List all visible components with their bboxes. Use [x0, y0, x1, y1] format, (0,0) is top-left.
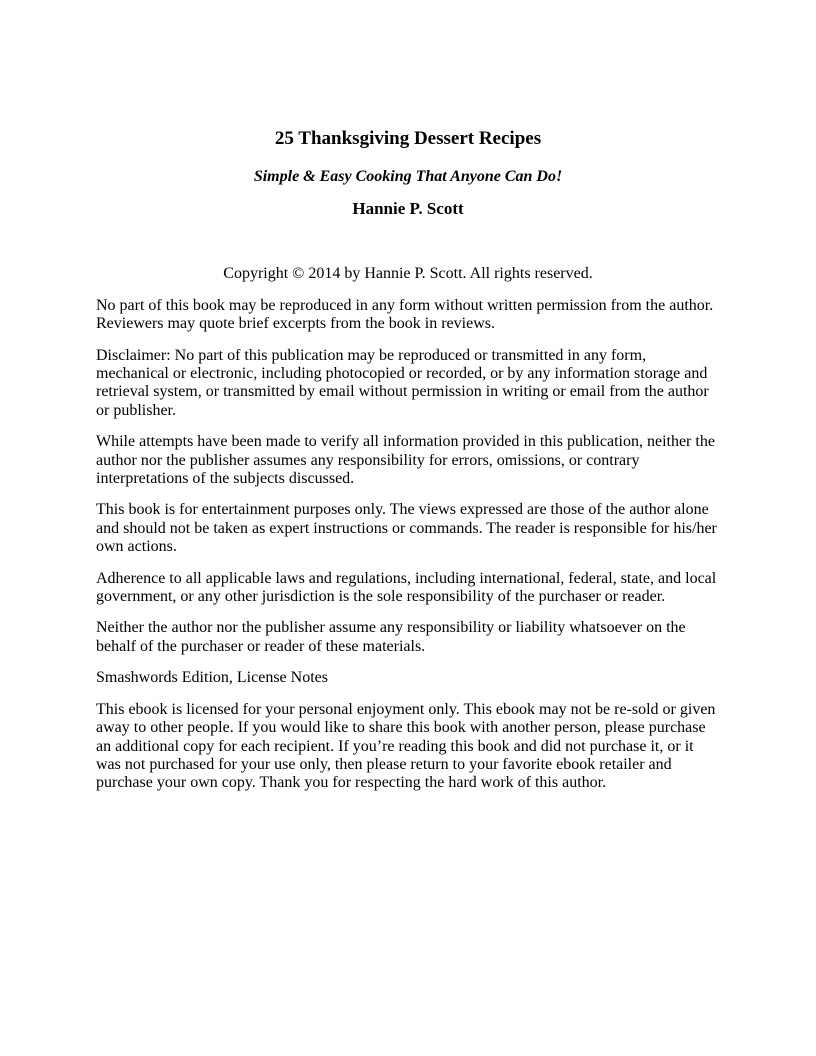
paragraph-disclaimer: Disclaimer: No part of this publication may be reproduced or transmitted in any form, mechanical or electronic, including photocopied or recorded, or by any information storage and retrieval system, or transmitted by email without permission in writing or email from the author or publisher. — [96, 346, 709, 419]
copyright-line: Copyright © 2014 by Hannie P. Scott. All rights reserved. — [223, 265, 593, 283]
paragraph-verification-notice: While attempts have been made to verify all information provided in this publication, neither the author nor the publisher assumes any responsibility for errors, omissions, or contrary interpretations of the subjects discussed. — [96, 433, 715, 488]
paragraph-entertainment-notice: This book is for entertainment purposes only. The views expressed are those of the author alone and should not be taken as expert instructions or commands. The reader is responsible for his/her own actions. — [96, 501, 717, 556]
paragraph-laws-notice: Adherence to all applicable laws and regulations, including international, federal, state, and local government, or any other jurisdiction is the sole responsibility of the purchaser or reader. — [96, 569, 717, 606]
paragraph-license-notice: This ebook is licensed for your personal enjoyment only. This ebook may not be re-sold or given away to other people. If you would like to share this book with another person, please purchase an additional copy for each recipient. If you’re reading this book and did not purchase it, or it was not purchased for your use only, then please return to your favorite ebook retailer and purchase your own copy. Thank you for respecting the hard work of this author. — [96, 700, 716, 792]
paragraph-edition-notes: Smashwords Edition, License Notes — [96, 669, 328, 687]
author-name: Hannie P. Scott — [352, 198, 464, 218]
paragraph-reproduction-notice: No part of this book may be reproduced in any form without written permission from the author. Reviewers may quote brief excerpts from the book in reviews. — [96, 296, 714, 333]
book-subtitle: Simple & Easy Cooking That Anyone Can Do! — [253, 167, 563, 185]
book-title: 25 Thanksgiving Dessert Recipes — [274, 128, 542, 149]
paragraph-liability-notice: Neither the author nor the publisher assume any responsibility or liability whatsoever on the behalf of the purchaser or reader of these materials. — [96, 619, 686, 655]
